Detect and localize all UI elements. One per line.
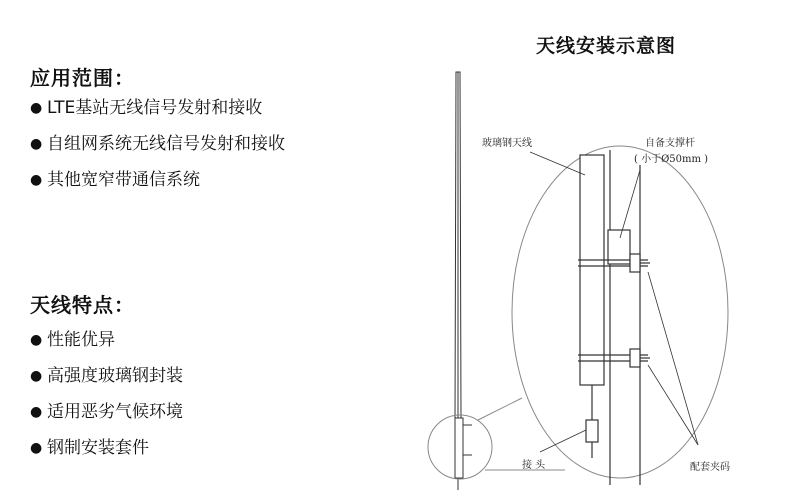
features-list <box>30 332 183 476</box>
bullet-icon: ● <box>30 100 43 116</box>
list-item-text: 自组网系统无线信号发射和接收 <box>47 134 285 154</box>
label-antenna: 玻璃钢天线 <box>482 138 532 149</box>
bullet-icon: ● <box>30 440 43 456</box>
antenna-overview <box>455 72 472 490</box>
list-item <box>30 172 285 189</box>
bullet-icon: ● <box>30 136 43 152</box>
list-item <box>30 440 183 457</box>
bullet-icon: ● <box>30 172 43 188</box>
diagram-title: 天线安装示意图 <box>536 35 677 57</box>
installation-diagram <box>420 60 799 496</box>
list-item-text: 钢制安装套件 <box>47 438 149 458</box>
list-item <box>30 100 285 117</box>
list-item-text: LTE基站无线信号发射和接收 <box>47 98 263 118</box>
bullet-icon: ● <box>30 368 43 384</box>
bullet-icon: ● <box>30 332 43 348</box>
list-item-text: 性能优异 <box>47 330 115 350</box>
list-item-text: 其他宽窄带通信系统 <box>47 170 200 190</box>
list-item <box>30 136 285 153</box>
list-item <box>30 404 183 421</box>
application-list <box>30 100 285 208</box>
label-support-pole: 自备支撑杆 <box>645 138 695 149</box>
label-connector: 接 头 <box>522 460 546 471</box>
detail-circle <box>512 146 728 478</box>
label-pole-note: ( 小于Ø50mm ) <box>634 154 709 165</box>
bullet-icon: ● <box>30 404 43 420</box>
list-item <box>30 368 183 385</box>
list-item-text: 高强度玻璃钢封装 <box>47 366 183 386</box>
features-heading: 天线特点： <box>30 293 135 317</box>
list-item <box>30 332 183 349</box>
application-heading: 应用范围： <box>30 66 135 90</box>
list-item-text: 适用恶劣气候环境 <box>47 402 183 422</box>
detail-leader-line <box>478 398 522 420</box>
label-clamp: 配套夹码 <box>690 462 730 473</box>
mount-detail <box>530 150 698 485</box>
